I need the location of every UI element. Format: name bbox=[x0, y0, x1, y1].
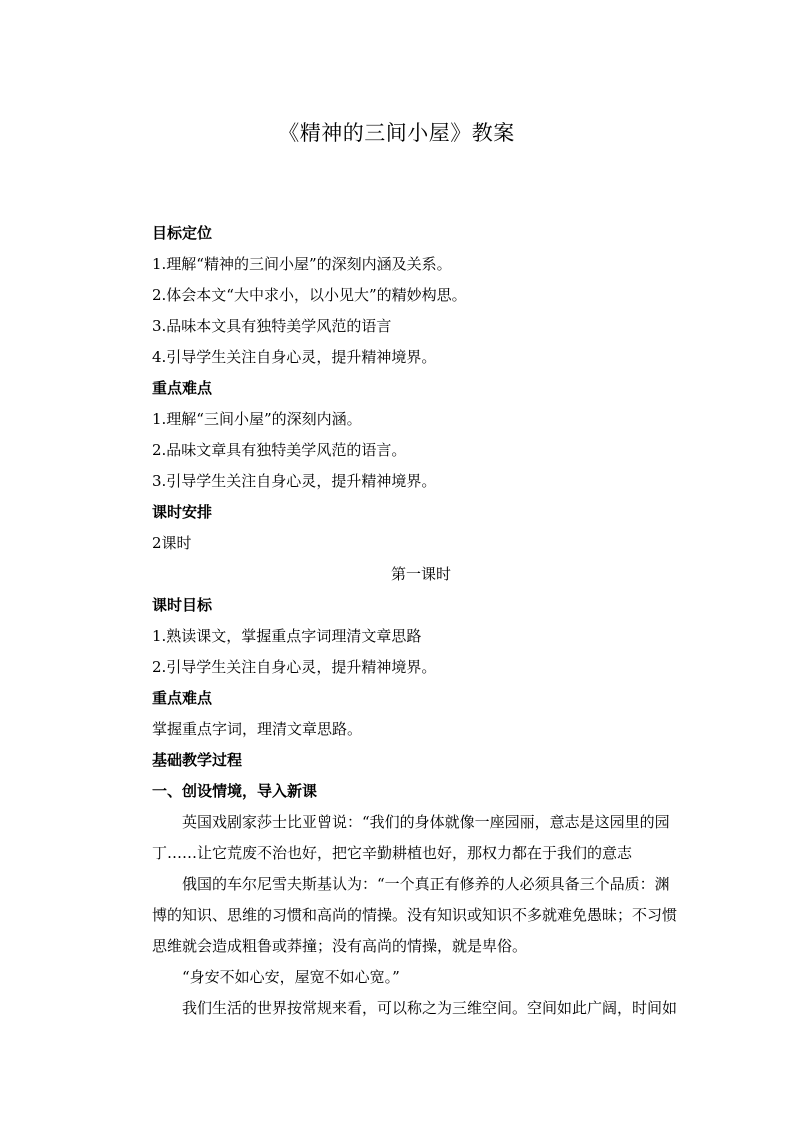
lesson-goal-item: 1.熟读课文，掌握重点字词理清文章思路 bbox=[152, 627, 422, 645]
document-body bbox=[152, 218, 682, 1024]
step1-heading: 一、创设情境，导入新课 bbox=[152, 782, 318, 800]
paragraph-line: 思维就会造成粗鲁或莽撞；没有高尚的情操，就是卑俗。 bbox=[152, 937, 528, 955]
lesson-key-heading: 重点难点 bbox=[152, 689, 213, 707]
document-title: 《精神的三间小屋》教案 bbox=[278, 121, 515, 145]
goal-item: 3.品味本文具有独特美学风范的语言 bbox=[152, 317, 392, 335]
paragraph-shakespeare bbox=[152, 807, 682, 869]
paragraph-line: 丁……让它荒废不治也好，把它辛勤耕植也好，那权力都在于我们的意志 bbox=[152, 844, 633, 862]
paragraph-line: “身安不如心安，屋宽不如心宽。” bbox=[152, 968, 400, 986]
key-item: 2.品味文章具有独特美学风范的语言。 bbox=[152, 441, 407, 459]
key-item: 3.引导学生关注自身心灵，提升精神境界。 bbox=[152, 472, 437, 490]
lesson-title: 第一课时 bbox=[390, 565, 451, 583]
lesson-goal-heading: 课时目标 bbox=[152, 596, 213, 614]
schedule-value: 2课时 bbox=[152, 534, 192, 552]
lesson-key-text: 掌握重点字词，理清文章思路。 bbox=[152, 720, 363, 738]
paragraph-line: 博的知识、思维的习惯和高尚的情操。没有知识或知识不多就难免愚昧；不习惯 bbox=[152, 906, 678, 924]
goal-item: 4.引导学生关注自身心灵，提升精神境界。 bbox=[152, 348, 437, 366]
schedule-heading: 课时安排 bbox=[152, 503, 213, 521]
key-heading: 重点难点 bbox=[152, 379, 213, 397]
goal-item: 1.理解“精神的三间小屋”的深刻内涵及关系。 bbox=[152, 255, 452, 273]
process-heading: 基础教学过程 bbox=[152, 751, 243, 769]
paragraph-line: 我们生活的世界按常规来看，可以称之为三维空间。空间如此广阔，时间如 bbox=[152, 999, 678, 1017]
paragraph-quote bbox=[152, 962, 682, 993]
paragraph-chernyshevsky bbox=[152, 869, 682, 962]
lesson-goal-item: 2.引导学生关注自身心灵，提升精神境界。 bbox=[152, 658, 437, 676]
paragraph-space bbox=[152, 993, 682, 1024]
goal-heading: 目标定位 bbox=[152, 224, 213, 242]
paragraph-line: 俄国的车尔尼雪夫斯基认为：“一个真正有修养的人必须具备三个品质：渊 bbox=[152, 875, 670, 893]
goal-item: 2.体会本文“大中求小，以小见大”的精妙构思。 bbox=[152, 286, 467, 304]
key-item: 1.理解“三间小屋”的深刻内涵。 bbox=[152, 410, 362, 428]
paragraph-line: 英国戏剧家莎士比亚曾说：“我们的身体就像一座园丽，意志是这园里的园 bbox=[152, 813, 670, 831]
